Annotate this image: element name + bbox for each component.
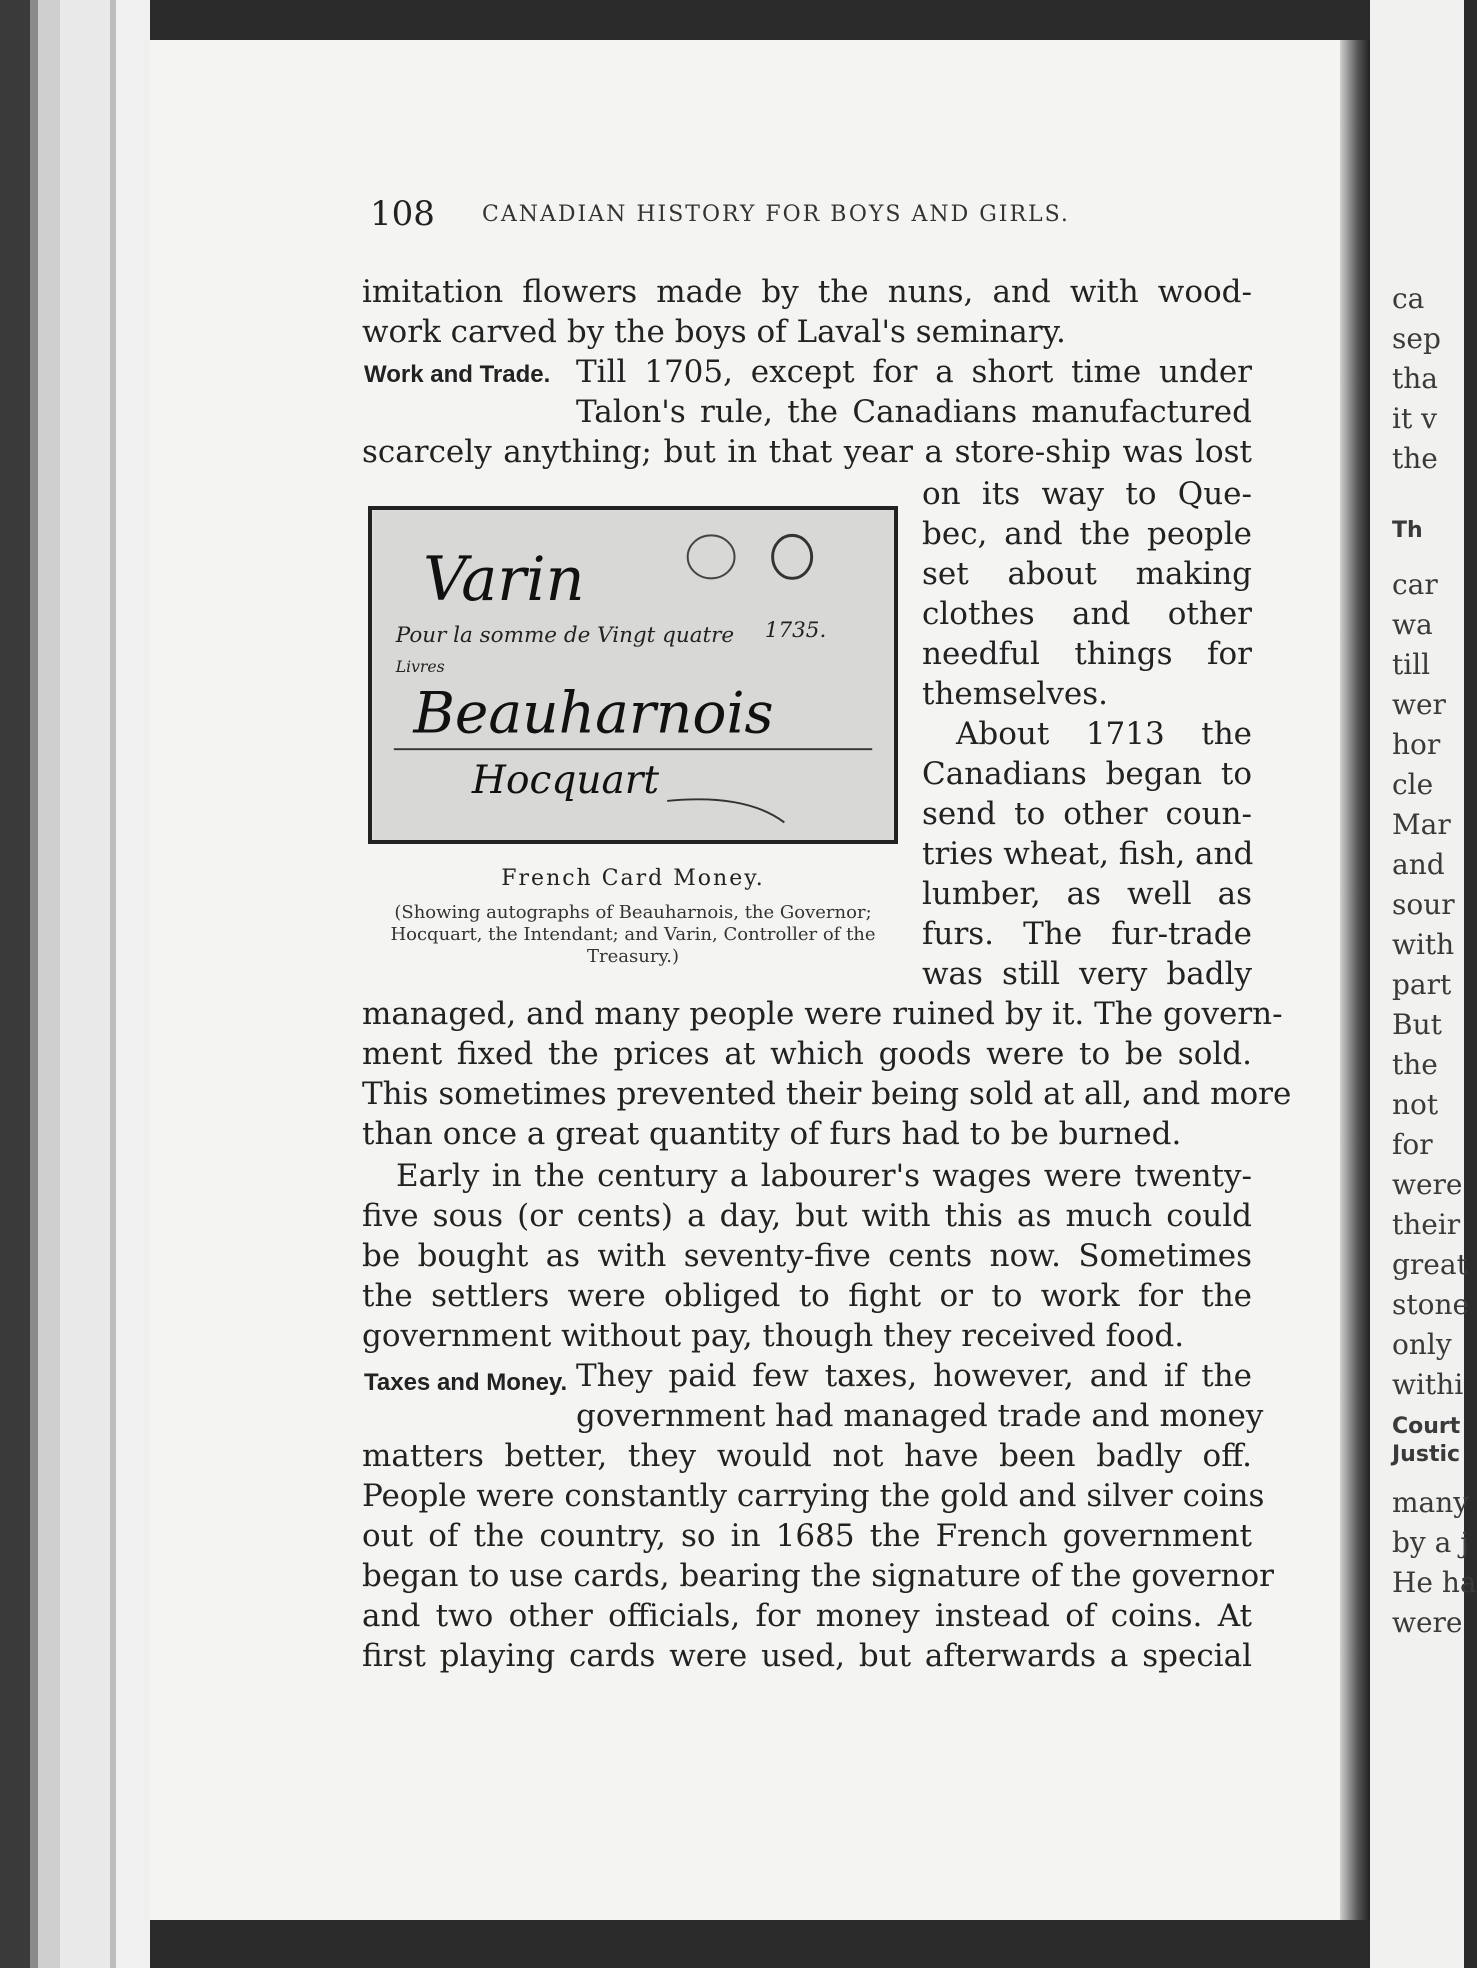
text-line: five sous (or cents) a day, but with this as much could [362,1198,1252,1234]
book-gutter [1340,40,1370,1920]
text-line: set about making [922,556,1252,592]
running-title: CANADIAN HISTORY FOR BOYS AND GIRLS. [482,202,1070,227]
text-line: imitation flowers made by the nuns, and with wood- [362,274,1252,310]
svg-text:Hocquart: Hocquart [471,758,660,804]
next-page-fragment: He ha [1392,1566,1477,1599]
next-page-fragment: But [1392,1008,1442,1041]
text-line: scarcely anything; but in that year a store-ship was lost [362,434,1252,470]
text-line: lumber, as well as [922,876,1252,912]
next-page-fragment: tha [1392,362,1438,395]
text-line: clothes and other [922,596,1252,632]
text-line: Talon's rule, the Canadians manufactured [576,394,1252,430]
next-page-fragment: Mar [1392,808,1451,841]
next-page-fragment: Justic [1392,1442,1461,1467]
next-page-fragment: not [1392,1088,1439,1121]
next-page-fragment: it v [1392,402,1437,435]
text-line: government had managed trade and money [576,1398,1264,1434]
text-line: themselves. [922,676,1108,712]
next-page-fragment: Th [1392,518,1423,543]
text-line: Canadians began to [922,756,1252,792]
svg-text:1735.: 1735. [764,617,827,643]
text-line: be bought as with seventy-five cents now. Sometimes [362,1238,1252,1274]
next-page-fragment: great [1392,1248,1468,1281]
card-money-illustration [368,506,898,844]
text-line: government without pay, though they received food. [362,1318,1185,1354]
next-page-fragment: their [1392,1208,1461,1241]
next-page-fragment: and [1392,848,1445,881]
text-line: furs. The fur-trade [922,916,1252,952]
svg-text:Beauharnois: Beauharnois [413,680,774,747]
side-head-work-and-trade: Work and Trade. [364,361,551,388]
text-line: send to other coun- [922,796,1252,832]
text-line: was still very badly [922,956,1252,992]
next-page-fragment: for [1392,1128,1433,1161]
next-page-fragment: hor [1392,728,1441,761]
next-page-fragment: only [1392,1328,1452,1361]
next-page-fragment: ca [1392,282,1425,315]
next-page-fragment: withi [1392,1368,1464,1401]
svg-text:Varin: Varin [423,544,585,615]
text-line: out of the country, so in 1685 the French government [362,1518,1252,1554]
text-line: the settlers were obliged to fight or to work for the [362,1278,1252,1314]
next-page-fragment: till [1392,648,1431,681]
text-line: ment fixed the prices at which goods were to be sold. [362,1036,1252,1072]
next-page-fragment: wer [1392,688,1446,721]
text-line: matters better, they would not have been badly off. [362,1438,1252,1474]
next-page-fragment: cle [1392,768,1434,801]
next-page-fragment: were [1392,1606,1463,1639]
next-page-fragment: with [1392,928,1455,961]
text-line: than once a great quantity of furs had to be burned. [362,1116,1182,1152]
next-page-fragment: car [1392,568,1438,601]
side-head-taxes-and-money: Taxes and Money. [364,1369,568,1396]
book-page-edges [0,0,150,1968]
next-page-fragment: stone [1392,1288,1470,1321]
next-page-fragment: were [1392,1168,1463,1201]
text-line: first playing cards were used, but afterwards a special [362,1638,1252,1674]
text-line: work carved by the boys of Laval's seminary. [362,314,1066,350]
text-line: People were constantly carrying the gold and silver coins [362,1478,1265,1514]
next-page-fragment: sour [1392,888,1455,921]
text-line: on its way to Que- [922,476,1252,512]
text-line: They paid few taxes, however, and if the [576,1358,1252,1394]
svg-text:Livres: Livres [395,658,445,677]
running-head [370,194,1250,238]
text-line: managed, and many people were ruined by it. The govern- [362,996,1283,1032]
next-page-fragment: the [1392,442,1438,475]
figure-caption-text: (Showing autographs of Beauharnois, the Governor; Hocquart, the Intendant; and Varin, Controller of the Treasury.) [390,902,876,967]
text-line: tries wheat, fish, and [922,836,1254,872]
next-page-fragment: sep [1392,322,1441,355]
next-page-fragment: part [1392,968,1452,1001]
text-line: bec, and the people [922,516,1252,552]
next-page-edge [1370,0,1477,1968]
text-line: needful things for [922,636,1252,672]
next-page-fragment: the [1392,1048,1438,1081]
page-number: 108 [370,194,435,234]
next-page-fragment: by a j [1392,1526,1469,1559]
next-page-fragment: wa [1392,608,1433,641]
text-line: About 1713 the [956,716,1252,752]
text-line: Till 1705, except for a short time under [576,354,1252,390]
text-line: and two other officials, for money instead of coins. At [362,1598,1252,1634]
svg-text:Pour la somme de Vingt quatre: Pour la somme de Vingt quatre [395,622,735,648]
text-line: This sometimes prevented their being sold at all, and more [362,1076,1292,1112]
next-page-fragment: many [1392,1486,1470,1519]
text-line: Early in the century a labourer's wages were twenty- [396,1158,1252,1194]
figure-caption-title: French Card Money. [501,866,765,891]
next-page-fragment: Court [1392,1414,1461,1439]
text-line: began to use cards, bearing the signature of the governor [362,1558,1275,1594]
card-money-image [372,510,894,840]
